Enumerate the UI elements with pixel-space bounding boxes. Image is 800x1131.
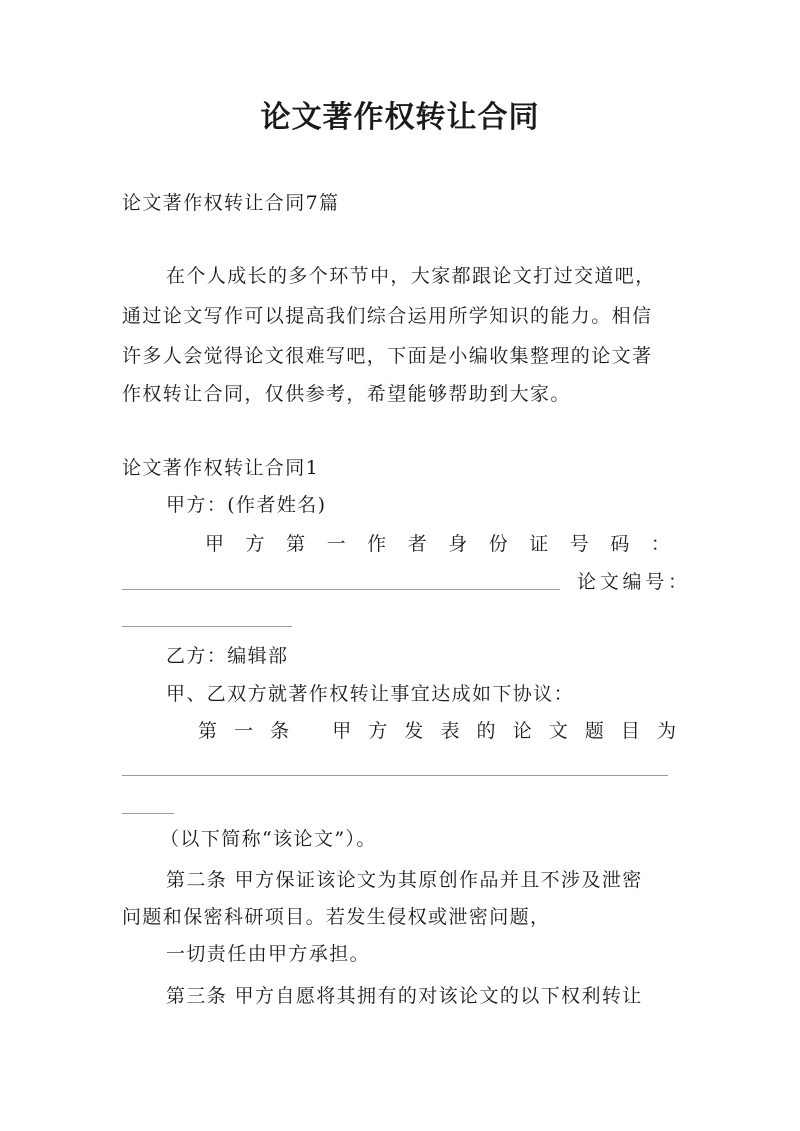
article-2-line: 问题和保密科研项目。若发生侵权或泄密问题， xyxy=(122,906,551,928)
intro-line: 通过论文写作可以提高我们综合运用所学知识的能力。相信 xyxy=(122,305,653,327)
party-a-line: 甲方：(作者姓名) xyxy=(166,494,327,516)
article-3-line: 第三条 甲方自愿将其拥有的对该论文的以下权利转让 xyxy=(166,985,643,1007)
document-title: 论文著作权转让合同 xyxy=(260,100,540,135)
paper-number-label: 论 文 编 号 ： xyxy=(577,571,687,593)
intro-line: 在个人成长的多个环节中，大家都跟论文打过交道吧， xyxy=(166,265,656,287)
agreement-line: 甲、乙双方就著作权转让事宜达成如下协议： xyxy=(166,683,575,705)
intro-line: 许多人会觉得论文很难写吧，下面是小编收集整理的论文著 xyxy=(122,345,653,367)
article-1-label: 第 一 条 甲 方 发 表 的 论 文 题 目 为 xyxy=(198,720,676,742)
article-2-line: 一切责任由甲方承担。 xyxy=(166,943,371,965)
article-2-line: 第二条 甲方保证该论文为其原创作品并且不涉及泄密 xyxy=(166,869,643,891)
section-heading: 论文著作权转让合同1 xyxy=(122,457,320,479)
party-b-line: 乙方：编辑部 xyxy=(166,645,289,667)
paper-number-blank[interactable] xyxy=(122,626,292,627)
document-subtitle: 论文著作权转让合同7篇 xyxy=(122,192,340,214)
paper-title-blank-continued[interactable] xyxy=(122,813,174,814)
id-number-blank[interactable] xyxy=(122,589,560,590)
paper-title-blank[interactable] xyxy=(122,775,668,776)
intro-line: 作权转让合同，仅供参考，希望能够帮助到大家。 xyxy=(122,383,571,405)
article-1-tail: （以下简称“该论文”）。 xyxy=(160,828,377,850)
id-number-label: 甲 方 第 一 作 者 身 份 证 号 码 ： xyxy=(205,533,670,555)
